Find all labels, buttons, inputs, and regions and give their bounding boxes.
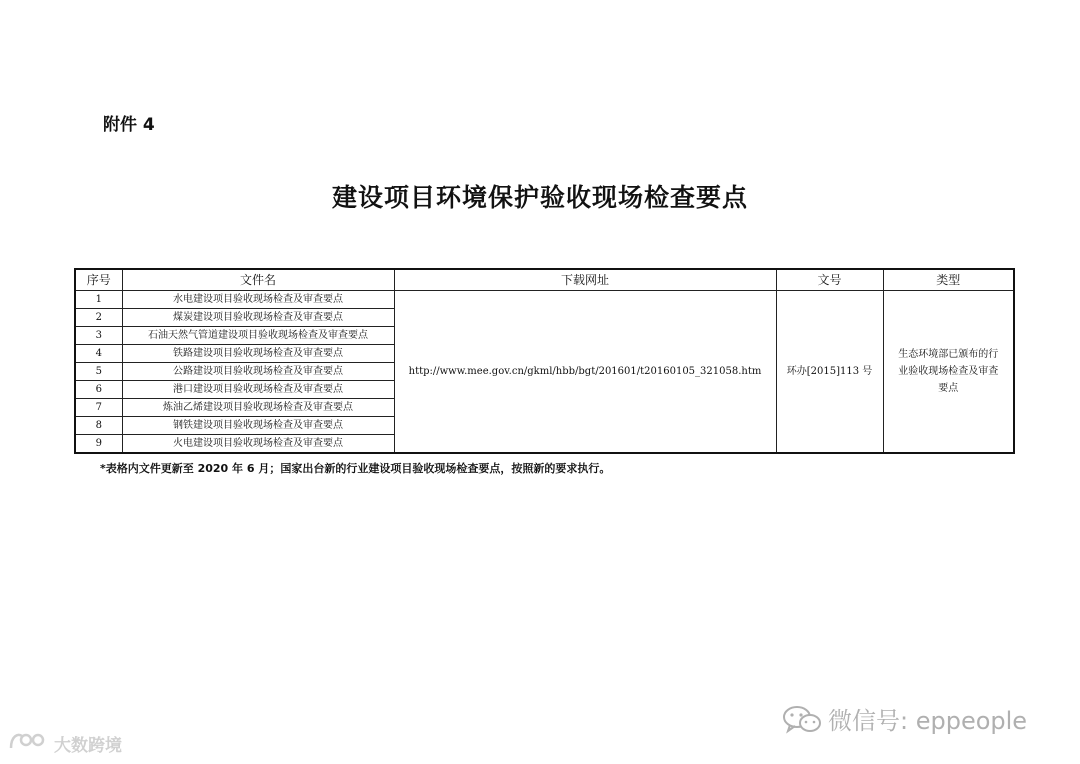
row-number: 7 [75, 399, 122, 417]
logo-icon [8, 730, 50, 757]
download-url[interactable]: http://www.mee.gov.cn/gkml/hbb/bgt/201601/t20160105_321058.htm [394, 291, 776, 454]
header-download-url: 下载网址 [394, 269, 776, 291]
attachment-label: 附件 4 [103, 115, 155, 135]
header-doc-number: 文号 [776, 269, 883, 291]
row-number: 6 [75, 381, 122, 399]
wechat-watermark [782, 701, 1027, 736]
file-name: 炼油乙烯建设项目验收现场检查及审查要点 [122, 399, 394, 417]
document-title: 建设项目环境保护验收现场检查要点 [331, 183, 748, 212]
file-name: 水电建设项目验收现场检查及审查要点 [122, 291, 394, 309]
file-name: 铁路建设项目验收现场检查及审查要点 [122, 345, 394, 363]
corner-watermark-text: 大数跨境 [54, 736, 122, 756]
table-row [75, 291, 1014, 309]
row-number: 4 [75, 345, 122, 363]
header-no: 序号 [75, 269, 122, 291]
inspection-points-table [74, 268, 1015, 454]
table-header-row [75, 269, 1014, 291]
file-name: 港口建设项目验收现场检查及审查要点 [122, 381, 394, 399]
row-number: 1 [75, 291, 122, 309]
type-cell: 生态环境部已颁布的行业验收现场检查及审查要点 [883, 291, 1014, 454]
file-name: 火电建设项目验收现场检查及审查要点 [122, 435, 394, 454]
row-number: 9 [75, 435, 122, 454]
doc-number: 环办[2015]113 号 [776, 291, 883, 454]
wechat-icon [782, 704, 822, 734]
wechat-id-text: 微信号: eppeople [828, 707, 1028, 735]
corner-watermark [8, 730, 122, 757]
file-name: 公路建设项目验收现场检查及审查要点 [122, 363, 394, 381]
file-name: 煤炭建设项目验收现场检查及审查要点 [122, 309, 394, 327]
file-name: 钢铁建设项目验收现场检查及审查要点 [122, 417, 394, 435]
header-file-name: 文件名 [122, 269, 394, 291]
row-number: 2 [75, 309, 122, 327]
header-type: 类型 [883, 269, 1014, 291]
table-footnote: *表格内文件更新至 2020 年 6 月；国家出台新的行业建设项目验收现场检查要点，按照新的要求执行。 [100, 462, 611, 475]
row-number: 8 [75, 417, 122, 435]
file-name: 石油天然气管道建设项目验收现场检查及审查要点 [122, 327, 394, 345]
row-number: 5 [75, 363, 122, 381]
row-number: 3 [75, 327, 122, 345]
